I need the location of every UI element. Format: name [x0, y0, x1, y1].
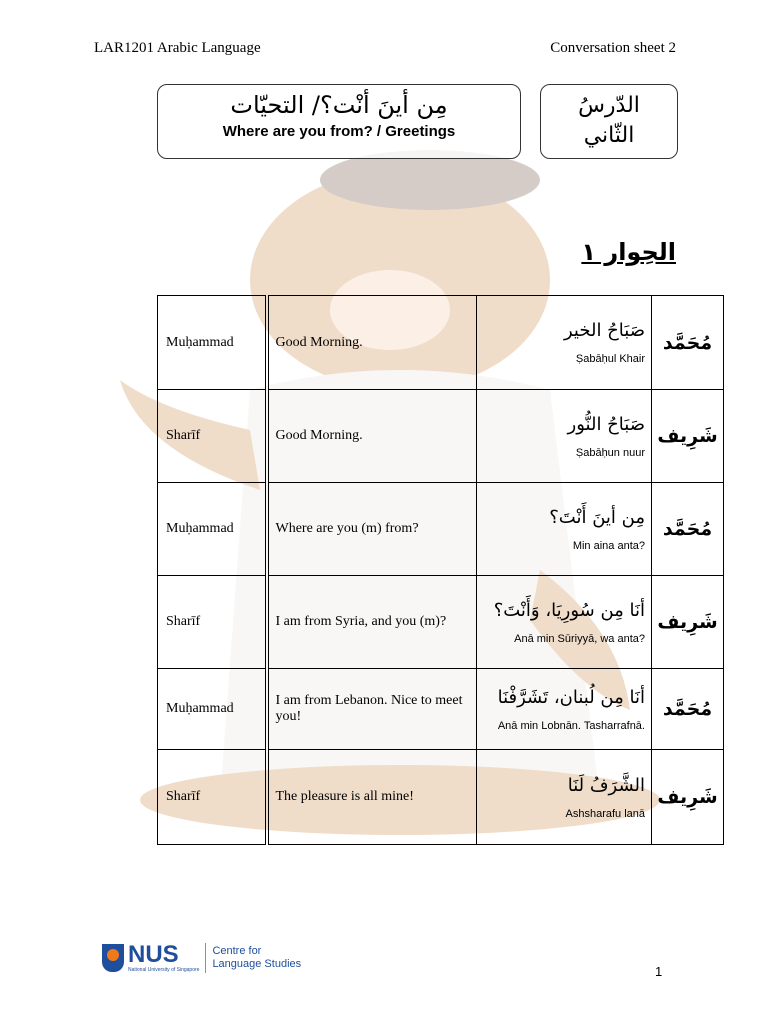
speaker-arabic: شَرِيف [652, 576, 724, 669]
page-number: 1 [655, 964, 663, 979]
nus-logo-text: NUS [128, 941, 179, 968]
speaker-arabic: مُحَمَّد [652, 296, 724, 390]
course-title: LAR1201 Arabic Language [94, 40, 261, 56]
transliteration: Ashsharafu lanā [565, 807, 645, 820]
speaker-name: Sharīf [158, 576, 267, 669]
table-row [158, 669, 724, 750]
arabic-line: أنَا مِن سُورِيَا، وَأَنْتَ؟ [493, 599, 645, 621]
transliteration: Ṣabāḥun nuur [575, 446, 645, 459]
lesson-number-box [540, 84, 678, 159]
english-line: The pleasure is all mine! [267, 750, 477, 845]
table-row [158, 576, 724, 669]
nus-logo-subtitle: National University of Singapore [128, 967, 200, 973]
speaker-arabic: مُحَمَّد [652, 483, 724, 576]
transliteration: Anā min Lobnān. Tasharrafnā. [497, 719, 645, 732]
lesson-ordinal: الثّاني [583, 123, 635, 148]
speaker-name: Muḥammad [158, 296, 267, 390]
lesson-label: الدّرسُ [578, 93, 640, 118]
arabic-cell [477, 750, 652, 845]
centre-line-2: Language Studies [212, 958, 302, 970]
arabic-line: صَبَاحُ النُّور [567, 413, 645, 435]
speaker-name: Muḥammad [158, 483, 267, 576]
arabic-line: الشَّرَفُ لَنَا [567, 774, 645, 796]
speaker-name: Sharīf [158, 390, 267, 483]
dialogue-title: الحِوار ١ [581, 238, 676, 266]
speaker-name: Sharīf [158, 750, 267, 845]
transliteration: Anā min Sūriyyā, wa anta? [514, 632, 645, 645]
arabic-line: أنَا مِن لُبنان، تَشَرَّفْنَا [497, 686, 645, 708]
nus-logo [102, 943, 301, 973]
nus-crest-icon [102, 944, 124, 972]
title-english: Where are you from? / Greetings [222, 123, 456, 140]
english-line: Where are you (m) from? [267, 483, 477, 576]
table-row [158, 750, 724, 845]
arabic-cell [477, 296, 652, 390]
english-line: Good Morning. [267, 296, 477, 390]
transliteration: Min aina anta? [572, 539, 645, 552]
table-row [158, 296, 724, 390]
english-line: I am from Lebanon. Nice to meet you! [267, 669, 477, 750]
conversation-table [157, 295, 724, 845]
table-row [158, 390, 724, 483]
table-row [158, 483, 724, 576]
english-line: Good Morning. [267, 390, 477, 483]
transliteration: Ṣabāḥul Khair [575, 353, 645, 365]
centre-name [212, 945, 301, 971]
arabic-cell [477, 576, 652, 669]
nus-wordmark [128, 943, 199, 973]
arabic-cell [477, 390, 652, 483]
speaker-arabic: شَرِيف [652, 750, 724, 845]
lesson-title-box [157, 84, 521, 159]
speaker-arabic: مُحَمَّد [652, 669, 724, 750]
logo-divider [205, 943, 206, 973]
centre-line-1: Centre for [212, 945, 262, 957]
english-line: I am from Syria, and you (m)? [267, 576, 477, 669]
speaker-arabic: شَرِيف [652, 390, 724, 483]
arabic-cell [477, 483, 652, 576]
arabic-line: مِن أينَ أَنْتَ؟ [549, 506, 645, 528]
arabic-line: صَبَاحُ الخير [563, 320, 645, 341]
sheet-title: Conversation sheet 2 [550, 40, 676, 56]
arabic-cell [477, 669, 652, 750]
speaker-name: Muḥammad [158, 669, 267, 750]
title-arabic: مِن أينَ أنْت؟/ التحيّات [230, 91, 448, 119]
